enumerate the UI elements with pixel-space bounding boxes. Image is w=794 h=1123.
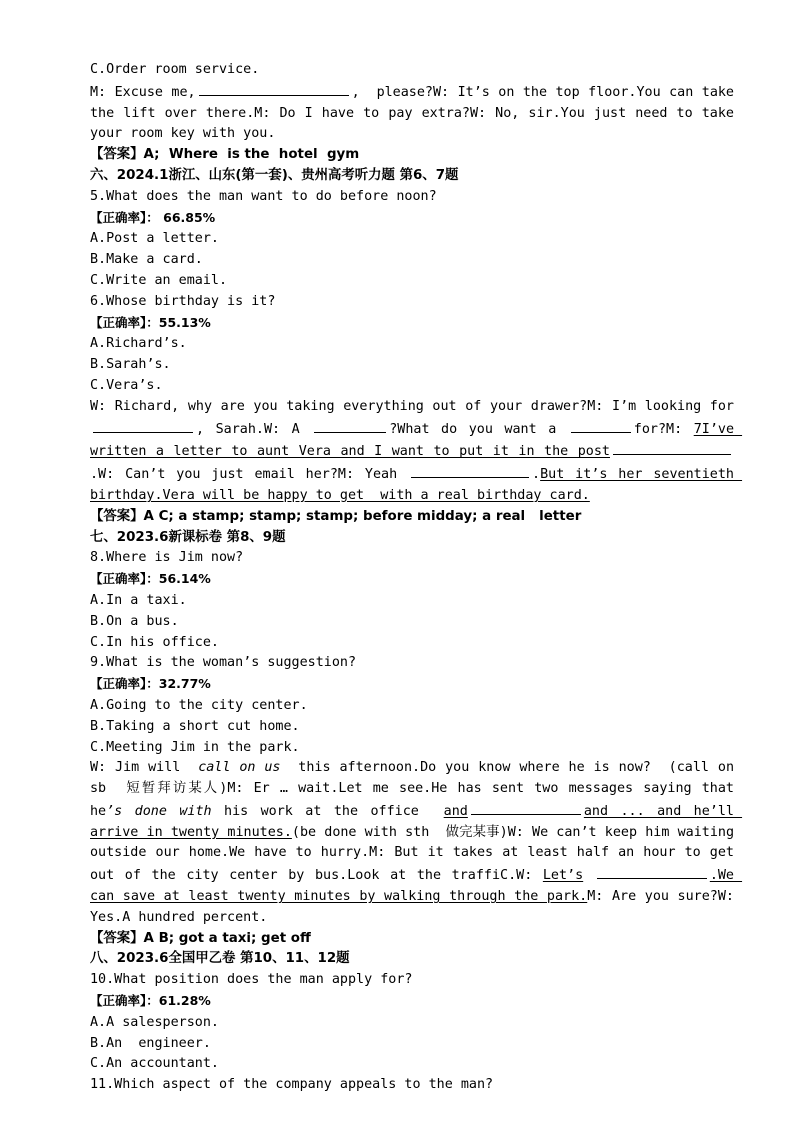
blank (199, 81, 349, 96)
option-c: C.Write an email. (90, 272, 228, 288)
accuracy-q5: 【正确率】： 66.85% (90, 209, 216, 225)
option-b: B.An engineer. (90, 1035, 211, 1051)
question-11: 11.Which aspect of the company appeals to the man? (90, 1077, 494, 1093)
question-10: 10.What position does the man apply for? (90, 972, 413, 988)
question-6: 6.Whose birthday is it? (90, 293, 276, 309)
option-b: B.Taking a short cut home. (90, 718, 300, 734)
blank (597, 864, 707, 879)
blank (411, 463, 529, 478)
accuracy-q6: 【正确率】：55.13% (90, 314, 211, 330)
section-8-heading: 八、2023.6全国甲乙卷 第10、11、12题 (90, 951, 350, 967)
option-b: B.On a bus. (90, 613, 179, 629)
answer-2: 【答案】A C; a stamp; stamp; stamp; before midday; a real letter (90, 508, 582, 524)
option-a: A.Richard’s. (90, 336, 187, 352)
accuracy-q10: 【正确率】：61.28% (90, 993, 211, 1009)
answer-3: 【答案】A B; got a taxi; get off (90, 930, 311, 946)
option-b: B.Sarah’s. (90, 357, 171, 373)
document-page (60, 60, 743, 1096)
option-a: A.Going to the city center. (90, 697, 308, 713)
accuracy-q8: 【正确率】：56.14% (90, 571, 211, 587)
dialogue-1: M: Excuse me, , please?W: It’s on the top floor.You can take the lift over there.M: Do I have to pay extra?W: No, sir.You just need to take your room key with you. (60, 81, 734, 145)
option-a: A.Post a letter. (90, 231, 219, 247)
question-9: 9.What is the woman’s suggestion? (90, 655, 357, 671)
option-b: B.Make a card. (90, 252, 203, 268)
section-6-heading: 六、2024.1浙江、山东(第一套)、贵州高考听力题 第6、7题 (90, 167, 459, 183)
option-a: A.In a taxi. (90, 592, 187, 608)
accuracy-q9: 【正确率】：32.77% (90, 676, 211, 692)
option-c: C.Vera’s. (90, 377, 163, 393)
dialogue-2: W: Richard, why are you taking everything out of your drawer?M: I’m looking for , Sarah.W: A ?What do you want a for?M: 7I’ve written a letter to aunt Vera and I want to put it in the post.W: Can’t you just email her?M: Yeah .But it’s her seventieth birthday.Vera will be happy to get with a real birthday card. (90, 398, 743, 503)
option-c: C.In his office. (90, 634, 219, 650)
blank (471, 800, 581, 815)
option-c: C.Meeting Jim in the park. (90, 739, 300, 755)
option-c-prev: C.Order room service. (90, 62, 260, 77)
question-5: 5.What does the man want to do before noon? (90, 188, 437, 204)
blank (93, 418, 193, 433)
dialogue-3: W: Jim will call on us this afternoon.Do you know where he is now? (call on sb 短暂拜访某人)M: Er … wait.Let me see.He has sent two messages saying that he’s done with his work at the office and and ... and he’ll arrive in twenty minutes.(be done with sth 做完某事)W: We can’t keep him waiting outside our home.We have to hurry.M: But it takes at least half an hour to get out of the city center by bus.Look at the traffiC.W: Let’s .We can save at least twenty minutes by walking through the park.M: Are you sure?W: Yes.A hundred percent. (90, 760, 743, 925)
option-a: A.A salesperson. (90, 1014, 219, 1030)
option-c: C.An accountant. (90, 1056, 219, 1072)
section-7-heading: 七、2023.6新课标卷 第8、9题 (90, 529, 286, 545)
blank (314, 418, 386, 433)
blank (571, 418, 631, 433)
blank (613, 440, 731, 455)
answer-1: 【答案】A; Where is the hotel gym (90, 147, 360, 163)
question-8: 8.Where is Jim now? (90, 550, 244, 566)
